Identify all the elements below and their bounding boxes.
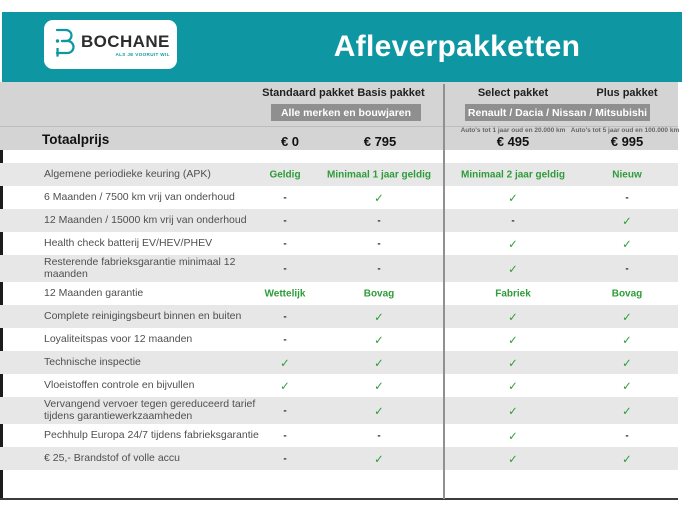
dash-value: - xyxy=(283,238,287,249)
column-header-select: Select pakket xyxy=(477,87,549,99)
table-row xyxy=(0,397,678,424)
table-row xyxy=(0,255,678,282)
caption-select: Auto's tot 1 jaar oud en 20.000 km xyxy=(460,127,566,134)
table-row xyxy=(0,447,678,470)
table-body xyxy=(0,150,678,500)
column-header-plus: Plus pakket xyxy=(596,87,658,99)
feature-label: € 25,- Brandstof of volle accu xyxy=(44,451,180,464)
dash-value: - xyxy=(283,453,287,464)
feature-label: Loyaliteitspas voor 12 maanden xyxy=(44,332,193,345)
check-icon: ✓ xyxy=(622,311,632,324)
dash-value: - xyxy=(283,430,287,441)
column-header-standaard: Standaard pakket xyxy=(262,87,354,99)
table-row xyxy=(0,374,678,397)
dash-value: - xyxy=(283,334,287,345)
check-icon: ✓ xyxy=(508,357,518,370)
check-icon: ✓ xyxy=(622,453,632,466)
page-title: Afleverpakketten xyxy=(333,30,581,63)
dash-value: - xyxy=(625,192,629,203)
logo-text xyxy=(81,33,170,57)
check-icon: ✓ xyxy=(374,357,384,370)
feature-label: Vloeistoffen controle en bijvullen xyxy=(44,378,195,391)
check-icon: ✓ xyxy=(622,238,632,251)
feature-label: Algemene periodieke keuring (APK) xyxy=(44,167,211,180)
check-icon: ✓ xyxy=(374,380,384,393)
table-row xyxy=(0,328,678,351)
column-group-divider xyxy=(443,84,445,499)
check-icon: ✓ xyxy=(508,192,518,205)
text-value: Wettelijk xyxy=(264,288,306,299)
text-value: Bovag xyxy=(611,288,643,299)
check-icon: ✓ xyxy=(508,238,518,251)
dash-value: - xyxy=(283,263,287,274)
check-icon: ✓ xyxy=(508,430,518,443)
feature-label: Health check batterij EV/HEV/PHEV xyxy=(44,236,213,249)
bottom-row xyxy=(0,470,678,500)
text-value: Minimaal 2 jaar geldig xyxy=(461,169,565,180)
brand-name: BOCHANE xyxy=(81,31,170,51)
feature-label: Vervangend vervoer tegen gereduceerd tarief tijdens garantiewerkzaamheden xyxy=(44,398,256,422)
text-value: Geldig xyxy=(269,169,301,180)
price-standaard: € 0 xyxy=(280,134,300,149)
total-price-label: Totaalprijs xyxy=(42,132,110,147)
table-row xyxy=(0,186,678,209)
check-icon: ✓ xyxy=(508,380,518,393)
check-icon: ✓ xyxy=(508,263,518,276)
table-header xyxy=(0,82,678,150)
dash-value: - xyxy=(625,263,629,274)
feature-label: 12 Maanden garantie xyxy=(44,286,144,299)
check-icon: ✓ xyxy=(622,334,632,347)
bochane-logo xyxy=(44,20,177,69)
check-icon: ✓ xyxy=(374,311,384,324)
check-icon: ✓ xyxy=(622,405,632,418)
check-icon: ✓ xyxy=(374,334,384,347)
feature-label: 6 Maanden / 7500 km vrij van onderhoud xyxy=(44,190,235,203)
header-band xyxy=(2,12,682,82)
brand-tagline: ALS JE VOORUIT WIL xyxy=(115,51,170,57)
dash-value: - xyxy=(283,405,287,416)
check-icon: ✓ xyxy=(374,453,384,466)
feature-label: 12 Maanden / 15000 km vrij van onderhoud xyxy=(44,213,247,226)
check-icon: ✓ xyxy=(374,405,384,418)
caption-plus: Auto's tot 5 jaar oud en 100.000 km xyxy=(570,127,680,134)
check-icon: ✓ xyxy=(508,311,518,324)
price-plus: € 995 xyxy=(610,134,644,149)
table-row xyxy=(0,232,678,255)
text-value: Fabriek xyxy=(495,288,531,299)
check-icon: ✓ xyxy=(508,405,518,418)
check-icon: ✓ xyxy=(508,334,518,347)
dash-value: - xyxy=(377,238,381,249)
bochane-b-icon xyxy=(54,27,76,64)
banner-alle-merken: Alle merken en bouwjaren xyxy=(271,104,421,121)
dash-value: - xyxy=(283,192,287,203)
check-icon: ✓ xyxy=(622,380,632,393)
dash-value: - xyxy=(625,430,629,441)
dash-value: - xyxy=(511,215,515,226)
price-select: € 495 xyxy=(496,134,530,149)
feature-label: Complete reinigingsbeurt binnen en buiten xyxy=(44,309,242,322)
check-icon: ✓ xyxy=(374,192,384,205)
dash-value: - xyxy=(283,311,287,322)
dash-value: - xyxy=(377,215,381,226)
check-icon: ✓ xyxy=(280,380,290,393)
spacer-row xyxy=(0,150,678,163)
dash-value: - xyxy=(377,430,381,441)
feature-label: Technische inspectie xyxy=(44,355,141,368)
dash-value: - xyxy=(377,263,381,274)
price-basis: € 795 xyxy=(363,134,397,149)
feature-rows xyxy=(0,163,678,470)
banner-renault-group: Renault / Dacia / Nissan / Mitsubishi xyxy=(465,104,650,121)
table-row xyxy=(0,163,678,186)
table-row xyxy=(0,282,678,305)
check-icon: ✓ xyxy=(508,453,518,466)
text-value: Nieuw xyxy=(612,169,642,180)
check-icon: ✓ xyxy=(622,357,632,370)
text-value: Minimaal 1 jaar geldig xyxy=(327,169,431,180)
check-icon: ✓ xyxy=(280,357,290,370)
table-row xyxy=(0,209,678,232)
text-value: Bovag xyxy=(363,288,395,299)
feature-label: Resterende fabrieksgarantie minimaal 12 maanden xyxy=(44,256,236,280)
dash-value: - xyxy=(283,215,287,226)
feature-label: Pechhulp Europa 24/7 tijdens fabrieksgarantie xyxy=(44,428,259,441)
table-row xyxy=(0,424,678,447)
column-header-basis: Basis pakket xyxy=(357,87,425,99)
table-row xyxy=(0,351,678,374)
check-icon: ✓ xyxy=(622,215,632,228)
table-row xyxy=(0,305,678,328)
